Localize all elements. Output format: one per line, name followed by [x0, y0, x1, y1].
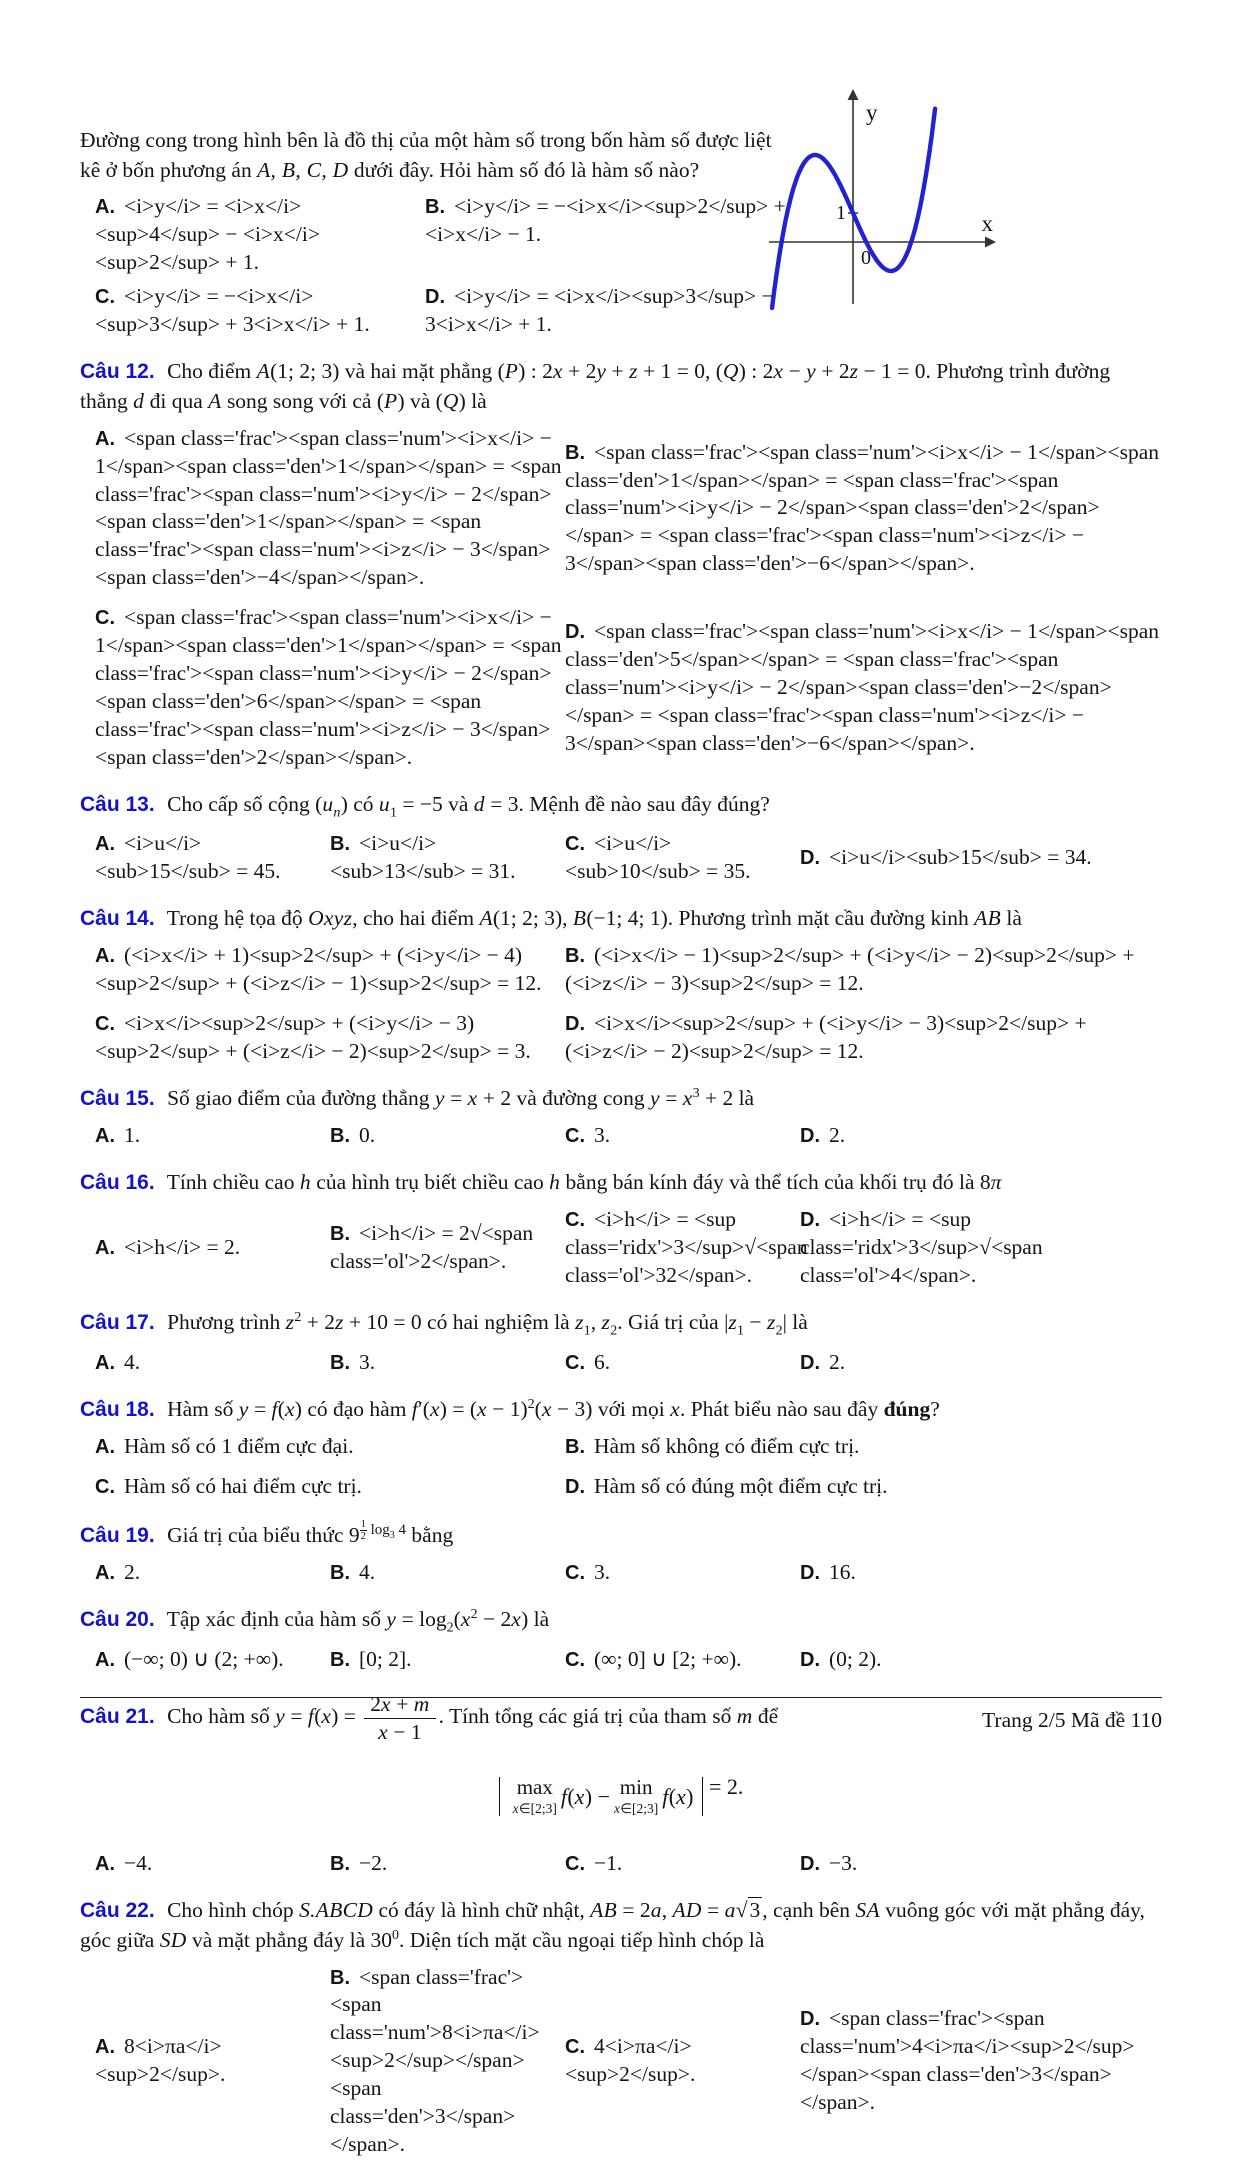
option-letter: A.	[95, 427, 115, 450]
statement-text: Số giao điểm của đường thẳng y = x + 2 và đường cong $y = x^3 + 2$ là	[167, 1086, 755, 1111]
question-18	[80, 1395, 1162, 1501]
question-17	[80, 1308, 1162, 1377]
option-text: 1.	[124, 1123, 141, 1148]
option-text: <i>h</i> = <sup class='ridx'>3</sup>√<span class='ol'>32</span>.	[565, 1207, 808, 1287]
option-text: −2.	[359, 1850, 388, 1875]
statement-text: Đường cong trong hình bên là đồ thị của một hàm số trong bốn hàm số được liệt kê ở bốn phương án A, B, C, D dưới đây. Hỏi hàm số đó là hàm số nào?	[80, 128, 772, 182]
option-A	[95, 1349, 330, 1377]
option-text: 3.	[594, 1560, 611, 1585]
option-text: 0.	[359, 1123, 376, 1148]
option-letter: C.	[565, 833, 585, 856]
page-footer-text: Trang 2/5 Mã đề 110	[982, 1708, 1162, 1732]
option-letter: D.	[800, 1852, 820, 1875]
option-letter: D.	[565, 621, 585, 644]
option-text: 3.	[359, 1349, 376, 1374]
question-statement	[80, 357, 1162, 417]
options-grid	[95, 1850, 1162, 1878]
option-text: Hàm số không có điểm cực trị.	[594, 1433, 860, 1458]
option-text: <i>x</i><sup>2</sup> + (<i>y</i> − 3)<sup>2</sup> + (<i>z</i> − 2)<sup>2</sup> = 12.	[565, 1011, 1087, 1064]
option-letter: B.	[330, 1852, 350, 1875]
options-grid	[95, 1206, 1162, 1290]
options-grid	[95, 1122, 1162, 1150]
question-20	[80, 1605, 1162, 1674]
options-grid	[95, 1349, 1162, 1377]
statement-text: Trong hệ tọa độ Oxyz, cho hai điểm A(1; 2; 3), B(−1; 4; 1). Phương trình mặt cầu đường kinh AB là	[166, 906, 1022, 931]
question-number: Câu 13.	[80, 792, 155, 816]
option-text: 4<i>πa</i><sup>2</sup>.	[565, 2034, 696, 2087]
option-text: 2.	[829, 1123, 846, 1148]
statement-text: Tính chiều cao h của hình trụ biết chiều cao h bằng bán kính đáy và thể tích của khối trụ đó là 8π	[166, 1170, 1002, 1195]
option-D	[800, 844, 1162, 872]
option-letter: B.	[425, 196, 445, 219]
option-letter: C.	[95, 607, 115, 630]
option-text: <span class='frac'><span class='num'><i>x</i> − 1</span><span class='den'>5</span></span> = <span class='frac'><span class='num'><i>y</i> − 2</span><span class='den'>−2</span></span> = <span class='frac'><span class='num'><i>z</i> − 3</span><span class='den'>−6</span></span>.	[565, 619, 1159, 755]
option-text: <i>h</i> = 2.	[124, 1235, 241, 1260]
option-letter: C.	[565, 1209, 585, 1232]
statement-text: Cho hình chóp S.ABCD có đáy là hình chữ nhật, AB = 2a, AD = a√3, cạnh bên SA vuông góc với mặt phẳng đáy, góc giữa SD và mặt phẳng đáy là $30^0$. Diện tích mặt cầu ngoại tiếp hình chóp là	[80, 1897, 1145, 1952]
option-letter: D.	[800, 1125, 820, 1148]
option-text: Hàm số có hai điểm cực trị.	[124, 1473, 362, 1498]
option-B	[330, 1220, 565, 1276]
option-D	[800, 1122, 1162, 1150]
question-number: Câu 21.	[80, 1705, 155, 1729]
question-statement	[80, 1308, 1162, 1341]
option-C	[565, 1559, 800, 1587]
option-letter: C.	[565, 1125, 585, 1148]
question-statement	[80, 1519, 1162, 1552]
option-text: <i>x</i><sup>2</sup> + (<i>y</i> − 3)<sup>2</sup> + (<i>z</i> − 2)<sup>2</sup> = 3.	[95, 1011, 531, 1064]
option-letter: C.	[565, 1648, 585, 1671]
option-A	[95, 1122, 330, 1150]
option-B	[330, 1964, 565, 2160]
option-letter: A.	[95, 1852, 115, 1875]
question-number: Câu 14.	[80, 907, 155, 931]
question-16	[80, 1168, 1162, 1290]
options-grid	[95, 193, 795, 339]
option-B	[330, 1850, 565, 1878]
option-A	[95, 193, 425, 277]
option-B	[565, 942, 1162, 998]
option-letter: B.	[330, 1125, 350, 1148]
option-letter: A.	[95, 1237, 115, 1260]
option-letter: B.	[565, 1435, 585, 1458]
option-A	[95, 1433, 565, 1461]
option-C	[565, 830, 800, 886]
option-D	[800, 1206, 1162, 1290]
option-letter: A.	[95, 1435, 115, 1458]
option-D	[565, 1473, 1162, 1501]
option-text: 2.	[829, 1349, 846, 1374]
option-letter: B.	[330, 1223, 350, 1246]
question-number: Câu 17.	[80, 1311, 155, 1335]
question-number: Câu 22.	[80, 1898, 155, 1922]
option-text: <i>y</i> = <i>x</i><sup>3</sup> − 3<i>x</i> + 1.	[425, 284, 774, 337]
y-tick-label: 1	[836, 202, 846, 224]
option-letter: D.	[425, 286, 445, 309]
option-text: 6.	[594, 1349, 611, 1374]
option-D	[800, 1646, 1162, 1674]
option-C	[565, 1349, 800, 1377]
option-text: <span class='frac'><span class='num'><i>x</i> − 1</span><span class='den'>1</span></span> = <span class='frac'><span class='num'><i>y</i> − 2</span><span class='den'>2</span></span> = <span class='frac'><span class='num'><i>z</i> − 3</span><span class='den'>−6</span></span>.	[565, 439, 1159, 576]
option-letter: B.	[330, 1562, 350, 1585]
option-C	[95, 1010, 565, 1066]
option-letter: B.	[330, 1648, 350, 1671]
option-letter: B.	[330, 1966, 350, 1989]
option-text: <i>h</i> = 2√<span class='ol'>2</span>.	[330, 1221, 534, 1274]
y-axis-arrow	[848, 89, 859, 100]
option-text: Hàm số có 1 điểm cực đại.	[124, 1433, 354, 1458]
option-letter: A.	[95, 1351, 115, 1374]
questions-list	[80, 126, 1162, 2177]
option-text: <i>h</i> = <sup class='ridx'>3</sup>√<span class='ol'>4</span>.	[800, 1207, 1043, 1287]
option-letter: A.	[95, 196, 115, 219]
option-letter: D.	[800, 1562, 820, 1585]
option-D	[800, 2005, 1162, 2117]
statement-text: Giá trị của biểu thức 9 $^{\frac{1}{2} log_3 4}$ bằng	[167, 1518, 454, 1548]
option-A	[95, 942, 565, 998]
option-C	[565, 1646, 800, 1674]
options-grid	[95, 1433, 1162, 1501]
statement-text: Cho điểm A(1; 2; 3) và hai mặt phẳng (P) : 2x + 2y + z + 1 = 0, (Q) : 2x − y + 2z − 1 = 0. Phương trình đường thẳng d đi qua A song song với cả (P) và (Q) là	[80, 359, 1111, 413]
question-22	[80, 1896, 1162, 2159]
option-letter: C.	[95, 1475, 115, 1498]
options-grid	[95, 1646, 1162, 1674]
option-letter: A.	[95, 833, 115, 856]
option-A	[95, 830, 330, 886]
question-statement	[80, 1896, 1162, 1956]
statement-text: Tập xác định của hàm số $y = \log_2(x^2 - 2x)$ là	[166, 1607, 550, 1636]
option-text: −3.	[829, 1850, 858, 1875]
option-C	[95, 1473, 565, 1501]
option-letter: B.	[330, 1351, 350, 1374]
options-grid	[95, 1964, 1162, 2160]
options-grid	[95, 425, 1162, 772]
option-B	[330, 1646, 565, 1674]
option-text: (−∞; 0) ∪ (2; +∞).	[124, 1646, 284, 1671]
option-letter: B.	[565, 945, 585, 968]
option-text: <i>y</i> = −<i>x</i><sup>2</sup> + <i>x</i> − 1.	[425, 194, 786, 247]
statement-text: Phương trình $z^2 + 2z + 10 = 0$ có hai nghiệm là $z_1$, $z_2$. Giá trị của $|z_1 - z_2|$ là	[167, 1309, 808, 1339]
option-text: −1.	[594, 1850, 623, 1875]
option-letter: A.	[95, 1125, 115, 1148]
option-C	[565, 1122, 800, 1150]
option-letter: C.	[565, 1852, 585, 1875]
option-B	[425, 193, 795, 277]
option-text: Hàm số có đúng một điểm cực trị.	[594, 1473, 888, 1498]
option-text: <i>u</i><sub>15</sub> = 34.	[829, 845, 1092, 870]
option-letter: D.	[800, 1648, 820, 1671]
option-text: (0; 2).	[829, 1646, 882, 1671]
option-D	[800, 1349, 1162, 1377]
option-text: 2.	[124, 1560, 141, 1585]
option-letter: D.	[800, 847, 820, 870]
options-grid	[95, 942, 1162, 1066]
display-equation: max x∈[2;3] f ( x ) − min x∈[2;3] f ( x ) = 2.	[80, 1774, 1162, 1816]
option-letter: C.	[95, 286, 115, 309]
statement-text: Hàm số y = f(x) có đạo hàm $f'(x) = (x - 1)^2(x - 3)$ với mọi x. Phát biểu nào sau đây đúng?	[167, 1396, 940, 1421]
option-C	[565, 1850, 800, 1878]
question-15	[80, 1084, 1162, 1150]
option-text: <i>y</i> = <i>x</i><sup>4</sup> − <i>x</i><sup>2</sup> + 1.	[95, 194, 321, 275]
option-D	[800, 1850, 1162, 1878]
option-D	[565, 618, 1162, 758]
question-number: Câu 19.	[80, 1524, 155, 1548]
question-statement	[80, 790, 1162, 823]
footer-rule	[80, 1697, 1162, 1698]
option-A	[95, 1559, 330, 1587]
option-letter: A.	[95, 945, 115, 968]
option-letter: A.	[95, 1562, 115, 1585]
question-statement	[80, 1395, 1162, 1425]
option-text: 16.	[829, 1560, 856, 1585]
option-text: 3.	[594, 1123, 611, 1148]
option-D	[565, 1010, 1162, 1066]
question-number: Câu 20.	[80, 1608, 155, 1632]
option-A	[95, 425, 565, 593]
option-B	[565, 439, 1162, 579]
option-text: 4.	[124, 1349, 141, 1374]
question-number: Câu 18.	[80, 1397, 155, 1421]
option-text: <i>y</i> = −<i>x</i><sup>3</sup> + 3<i>x</i> + 1.	[95, 284, 370, 337]
options-grid	[95, 830, 1162, 886]
option-text: <i>u</i><sub>13</sub> = 31.	[330, 831, 516, 884]
page-footer	[982, 1708, 1162, 1733]
origin-label: 0	[861, 247, 871, 269]
question-statement	[80, 1084, 1162, 1114]
question-statement	[80, 126, 777, 185]
question-statement	[80, 904, 1162, 934]
question-number: Câu 16.	[80, 1171, 155, 1195]
y-axis-label: y	[866, 100, 878, 125]
option-C	[95, 283, 425, 339]
question-statement	[80, 1168, 1162, 1198]
question-12	[80, 357, 1162, 772]
option-B	[330, 1349, 565, 1377]
statement-text: Cho hàm số y = f(x) = $\frac{2x + m}{x - 1}$ . Tính tổng các giá trị của tham số m để	[167, 1691, 779, 1744]
option-text: <span class='frac'><span class='num'><i>x</i> − 1</span><span class='den'>1</span></span> = <span class='frac'><span class='num'><i>y</i> − 2</span><span class='den'>1</span></span> = <span class='frac'><span class='num'><i>z</i> − 3</span><span class='den'>−4</span></span>.	[95, 425, 562, 590]
option-text: <span class='frac'><span class='num'>8<i>πa</i><sup>2</sup></span><span class='den'>3</span></span>.	[330, 1964, 540, 2157]
option-letter: A.	[95, 1648, 115, 1671]
option-letter: D.	[800, 1209, 820, 1232]
option-letter: C.	[565, 2036, 585, 2059]
statement-text: Cho cấp số cộng $(u_n)$ có $u_1 = -5$ và d = 3. Mệnh đề nào sau đây đúng?	[167, 791, 770, 821]
option-text: (∞; 0] ∪ [2; +∞).	[594, 1646, 742, 1671]
option-letter: C.	[95, 1013, 115, 1036]
x-axis-label: x	[981, 211, 993, 236]
option-text: <i>u</i><sub>10</sub> = 35.	[565, 831, 751, 884]
question-number: Câu 12.	[80, 360, 155, 383]
option-letter: C.	[565, 1562, 585, 1585]
option-letter: B.	[330, 833, 350, 856]
option-text: 4.	[359, 1560, 376, 1585]
question-14	[80, 904, 1162, 1066]
option-B	[565, 1433, 1162, 1461]
question-19	[80, 1519, 1162, 1588]
option-text: 8<i>πa</i><sup>2</sup>.	[95, 2034, 226, 2087]
question-13	[80, 790, 1162, 886]
option-C	[95, 604, 565, 772]
question-statement	[80, 1605, 1162, 1638]
option-text: (<i>x</i> − 1)<sup>2</sup> + (<i>y</i> − 2)<sup>2</sup> + (<i>z</i> − 3)<sup>2</sup> = 12.	[565, 943, 1135, 996]
option-A	[95, 1850, 330, 1878]
option-letter: D.	[565, 1475, 585, 1498]
option-C	[565, 1206, 808, 1290]
option-A	[95, 2033, 330, 2089]
option-letter: D.	[800, 2008, 820, 2031]
option-text: (<i>x</i> + 1)<sup>2</sup> + (<i>y</i> − 4)<sup>2</sup> + (<i>z</i> − 1)<sup>2</sup> = 12.	[95, 943, 542, 996]
question-number: Câu 15.	[80, 1087, 155, 1111]
option-text: −4.	[124, 1850, 153, 1875]
option-letter: D.	[800, 1351, 820, 1374]
option-C	[565, 2033, 800, 2089]
option-letter: D.	[565, 1013, 585, 1036]
option-letter: C.	[565, 1351, 585, 1374]
option-letter: A.	[95, 2036, 115, 2059]
option-B	[330, 1122, 565, 1150]
option-text: <i>u</i><sub>15</sub> = 45.	[95, 831, 281, 884]
option-A	[95, 1646, 330, 1674]
option-text: <span class='frac'><span class='num'>4<i>πa</i><sup>2</sup></span><span class='den'>3</span></span>.	[800, 2006, 1135, 2115]
option-text: <span class='frac'><span class='num'><i>x</i> − 1</span><span class='den'>1</span></span> = <span class='frac'><span class='num'><i>y</i> − 2</span><span class='den'>6</span></span> = <span class='frac'><span class='num'><i>z</i> − 3</span><span class='den'>2</span></span>.	[95, 605, 562, 769]
question-intro	[80, 126, 1162, 339]
option-D	[425, 283, 795, 339]
option-D	[800, 1559, 1162, 1587]
option-B	[330, 830, 565, 886]
option-A	[95, 1234, 330, 1262]
option-text: [0; 2].	[359, 1646, 412, 1671]
options-grid	[95, 1559, 1162, 1587]
option-letter: B.	[565, 441, 585, 464]
option-B	[330, 1559, 565, 1587]
